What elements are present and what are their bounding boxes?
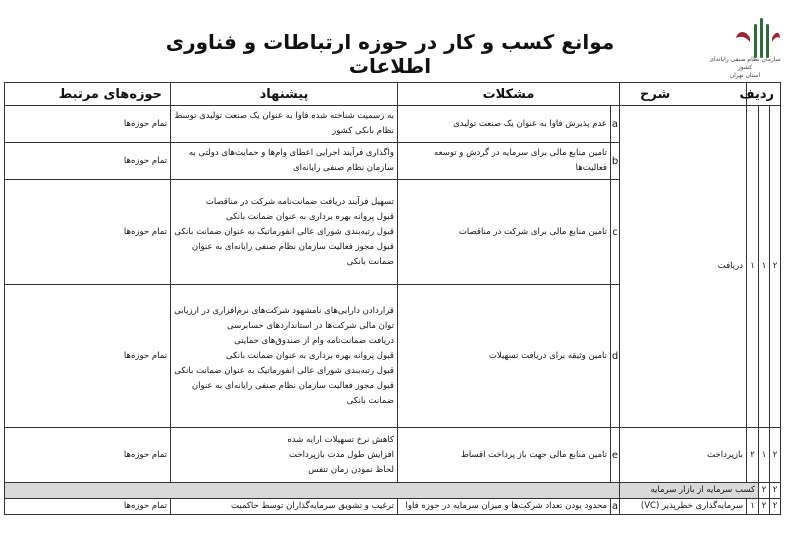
row-num: ۲ <box>770 428 781 483</box>
row-num: ۲ <box>770 499 781 515</box>
proposal-cell <box>171 143 398 180</box>
header-radif: ردیف <box>747 83 781 106</box>
proposal-line: قبول مجوز فعالیت سازمان نظام صنفی رایانه‌ای به عنوان <box>191 380 394 391</box>
row-sub2: ۱ <box>747 499 759 515</box>
domain-cell: تمام حوزه‌ها <box>5 428 171 483</box>
proposal-cell <box>171 180 398 285</box>
domain-cell: تمام حوزه‌ها <box>5 106 171 143</box>
row-letter: b <box>611 143 620 180</box>
row-letter: d <box>611 285 620 428</box>
problem-cell: تامین منابع مالی برای سرمایه در گردش و توسعه فعالیت‌ها <box>398 143 611 180</box>
proposal-line: تسهیل فرآیند دریافت ضمانت‌نامه شرکت در مناقصات <box>205 196 394 207</box>
proposal-line: واگذاری فرآیند اجرایی اعطای وام‌ها و حمایت‌های دولتی به <box>188 148 394 158</box>
group-label: سرمایه‌گذاری خطرپذیر (VC) <box>620 499 747 515</box>
proposal-line: قبول پروانه بهره برداری به عنوان ضمانت بانکی <box>225 350 394 361</box>
table-row <box>5 499 781 515</box>
domain-cell: تمام حوزه‌ها <box>5 285 171 428</box>
proposal-line: کاهش نرخ تسهیلات ارایه شده <box>287 434 394 445</box>
row-letter: e <box>611 428 620 483</box>
row-num: ۲ <box>770 106 781 428</box>
problem-cell: عدم پذیرش فاوا به عنوان یک صنعت تولیدی <box>398 106 611 143</box>
table-row <box>5 106 781 143</box>
group-label: بازپرداخت <box>620 428 747 483</box>
domain-cell: تمام حوزه‌ها <box>5 180 171 285</box>
proposal-line: لحاظ نمودن زمان تنفس <box>308 464 394 475</box>
group-label: کسب سرمایه از بازار سرمایه <box>620 483 759 499</box>
header-hoze: حوزه‌های مرتبط <box>5 83 171 106</box>
proposal-line: قبول رتبه‌بندی شورای عالی انفورماتیک به عنوان ضمانت بانکی <box>174 226 394 237</box>
header-moshkelat: مشکلات <box>398 83 620 106</box>
page-title: موانع کسب و کار در حوزه ارتباطات و فناوری اطلاعات <box>165 30 615 78</box>
table-row-section <box>5 483 781 499</box>
logo-caption <box>704 56 786 80</box>
problem-cell: تامین منابع مالی جهت باز پرداخت اقساط <box>398 428 611 483</box>
header-pishnahad: پیشنهاد <box>171 83 398 106</box>
row-letter: a <box>611 499 620 515</box>
problem-cell: محدود بودن تعداد شرکت‌ها و میزان سرمایه در حوزه فاوا <box>398 499 611 515</box>
row-sub2: ۱ <box>747 106 759 428</box>
table-header-row <box>5 83 781 106</box>
row-letter: a <box>611 106 620 143</box>
row-sub1: ۱ <box>759 428 770 483</box>
proposal-cell <box>171 499 398 515</box>
domain-cell: تمام حوزه‌ها <box>5 499 171 515</box>
proposal-line: به رسمیت شناخته شده فاوا به عنوان یک صنعت تولیدی توسط <box>174 111 394 121</box>
proposal-line: ضمانت بانکی <box>346 256 394 267</box>
proposal-cell <box>171 285 398 428</box>
proposal-line: دریافت ضمانت‌نامه وام از صندوق‌های حمایتی <box>234 335 394 346</box>
header-sharh: شرح <box>620 83 747 106</box>
proposal-cell <box>171 106 398 143</box>
proposal-line: ضمانت بانکی <box>346 395 394 406</box>
domain-cell: تمام حوزه‌ها <box>5 143 171 180</box>
proposal-line: افزایش طول مدت بازپرداخت <box>289 449 394 460</box>
problem-cell: تامین وثیقه برای دریافت تسهیلات <box>398 285 611 428</box>
row-sub1: ۱ <box>759 106 770 428</box>
group-label: دریافت <box>620 106 747 428</box>
proposal-line: نظام بانکی کشور <box>332 126 394 136</box>
section-empty-cell <box>5 483 620 499</box>
problem-cell: تامین منابع مالی برای شرکت در مناقصات <box>398 180 611 285</box>
row-sub2: ۲ <box>747 428 759 483</box>
proposal-line: قراردادن دارایی‌های نامشهود شرکت‌های نرم‌افزاری در ارزیابی <box>174 305 394 316</box>
proposal-line: سازمان نظام صنفی رایانه‌ای <box>292 163 394 173</box>
row-sub1: ۲ <box>759 499 770 515</box>
proposal-line: قبول مجوز فعالیت سازمان نظام صنفی رایانه‌ای به عنوان <box>191 241 394 252</box>
row-num: ۲ <box>770 483 781 499</box>
proposal-cell <box>171 428 398 483</box>
logo-province: استان تهران <box>729 72 761 79</box>
proposal-line: توان مالی شرکت‌ها در استانداردهای حسابرسی <box>227 320 394 331</box>
table-row <box>5 428 781 483</box>
barriers-table <box>4 82 781 515</box>
logo-org-name: سازمان نظام صنفی رایانه‌ای کشور <box>709 56 781 71</box>
proposal-line: قبول رتبه‌بندی شورای عالی انفورماتیک به عنوان ضمانت بانکی <box>174 365 394 376</box>
proposal-line: ترغیب و تشویق سرمایه‌گذاران توسط حاکمیت <box>231 501 394 511</box>
proposal-line: قبول پروانه بهره برداری به عنوان ضمانت بانکی <box>225 211 394 222</box>
row-sub1: ۲ <box>759 483 770 499</box>
row-letter: c <box>611 180 620 285</box>
